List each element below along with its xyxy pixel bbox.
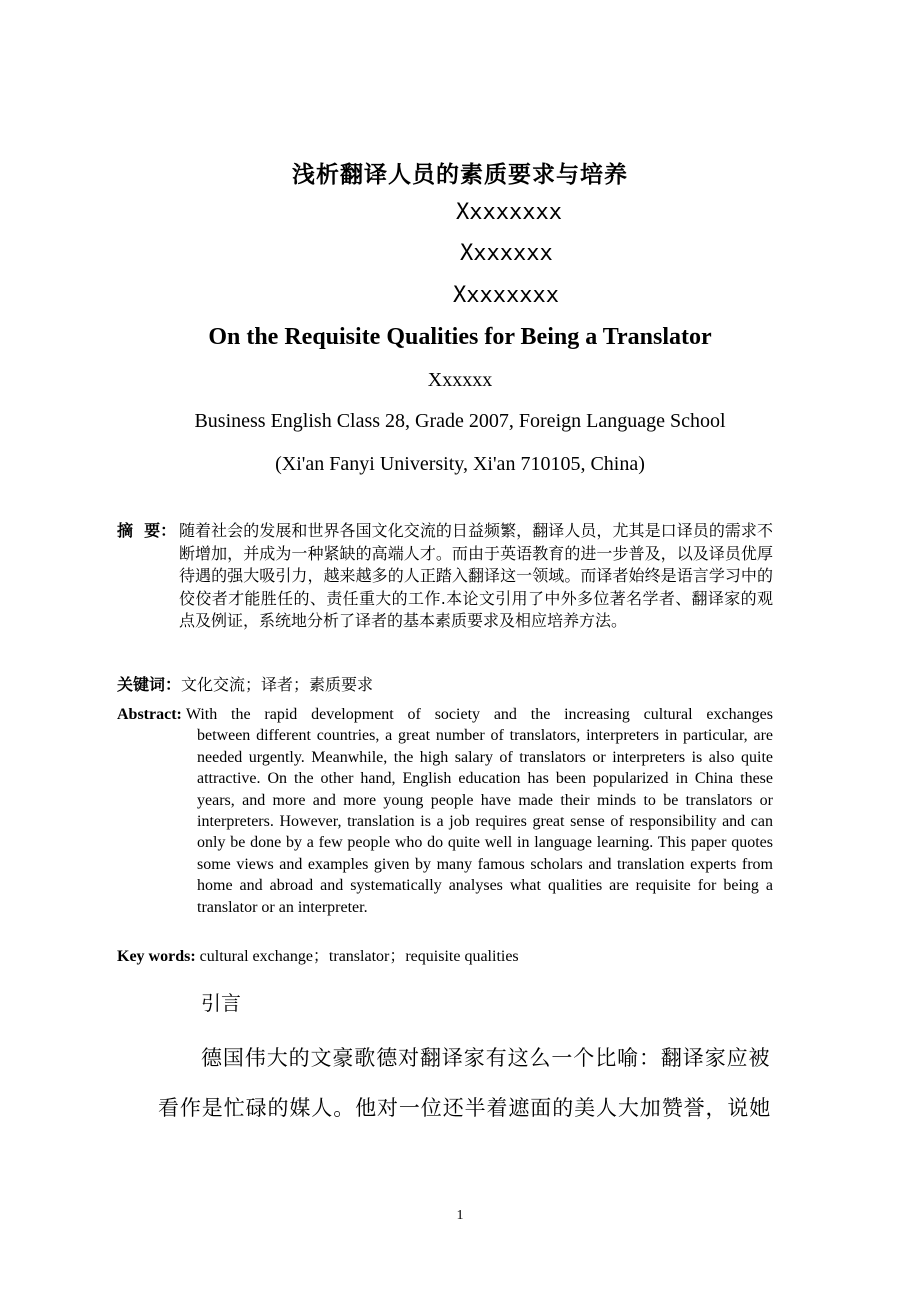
- english-author: Xxxxxx: [427, 369, 493, 391]
- chinese-keywords-label: 关键词：: [117, 675, 182, 694]
- chinese-abstract: [117, 520, 773, 633]
- english-title: On the Requisite Qualities for Being a Translator: [208, 324, 712, 350]
- chinese-title: 浅析翻译人员的素质要求与培养: [292, 162, 628, 188]
- english-keywords-text: cultural exchange；translator；requisite qualities: [199, 948, 519, 965]
- english-abstract-label: Abstract:: [117, 706, 182, 723]
- chinese-abstract-label: 摘 要：: [117, 521, 177, 540]
- body-text-line-1: 德国伟大的文豪歌德对翻译家有这么一个比喻：翻译家应被: [201, 1046, 771, 1070]
- author-cn-1: Xxxxxxxx: [456, 200, 562, 225]
- english-keywords-label: Key words:: [117, 948, 196, 965]
- english-abstract-text: between different countries, a great number of translators, interpreters in particular, are needed urgently. Meanwhile, the high salary of translators or interpreters is also quite attractive. On the other hand, English education has been popularized in China these years, and more and more young people have made their minds to be translators or interpreters. However, translation is a job requires great sense of responsibility and can only be done by a few people who do quite well in language learning. This paper quotes some views and examples given by many famous scholars and translation experts from home and abroad and systematically analyses what qualities are requisite for being a translator or an interpreter.: [197, 727, 773, 916]
- english-abstract-first-line: With the rapid development of society and the increasing cultural exchanges: [185, 706, 773, 723]
- chinese-keywords: [117, 674, 773, 696]
- affiliation-line-1: Business English Class 28, Grade 2007, Foreign Language School: [194, 410, 726, 432]
- english-abstract: [117, 704, 773, 918]
- section-heading: 引言: [201, 991, 241, 1015]
- author-cn-3: Xxxxxxxx: [453, 283, 559, 308]
- chinese-keywords-text: 文化交流；译者；素质要求: [181, 675, 374, 694]
- body-text-line-2: 看作是忙碌的媒人。他对一位还半着遮面的美人大加赞誉，说她: [158, 1096, 772, 1120]
- chinese-abstract-text: 随着社会的发展和世界各国文化交流的日益频繁，翻译人员，尤其是口译员的需求不断增加，并成为一种紧缺的高端人才。而由于英语教育的进一步普及，以及译员优厚待遇的强大吸引力，越来越多的人正踏入翻译这一领域。而译者始终是语言学习中的佼佼者才能胜任的、责任重大的工作.本论文引用了中外多位著名学者、翻译家的观点及例证，系统地分析了译者的基本素质要求及相应培养方法。: [179, 521, 773, 630]
- affiliation-line-2: (Xi'an Fanyi University, Xi'an 710105, China): [275, 453, 645, 475]
- page-number: 1: [456, 1208, 464, 1223]
- author-cn-2: Xxxxxxx: [460, 241, 553, 266]
- english-keywords: [117, 946, 773, 968]
